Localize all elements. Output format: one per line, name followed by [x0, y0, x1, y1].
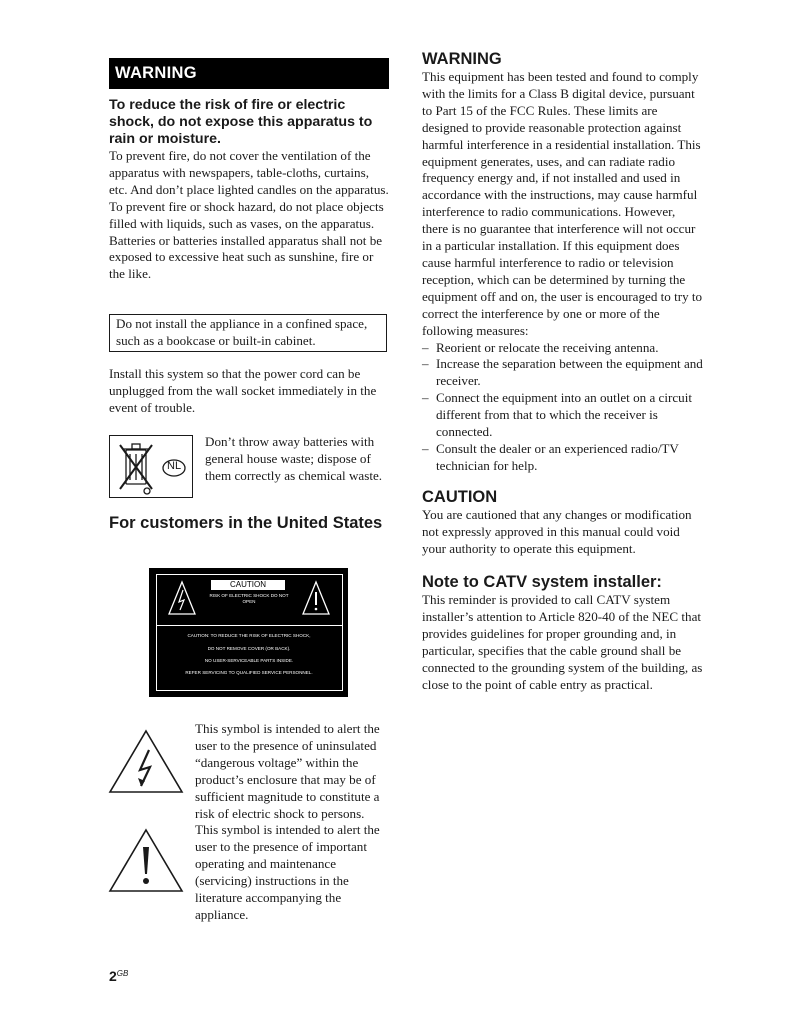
- fcc-warning-heading: WARNING: [422, 50, 502, 68]
- caution-label: [149, 568, 348, 697]
- crossed-bin-icon: [110, 436, 194, 499]
- caution-label-sub: RISK OF ELECTRIC SHOCK DO NOT OPEN: [209, 593, 289, 604]
- exclamation-symbol-text: This symbol is intended to alert the user to the presence of important operating and maintenance (servicing) instructions in the literature accompanying the appliance.: [195, 822, 380, 922]
- fire-para-1: To prevent fire, do not cover the ventilation of the apparatus with newspapers, table-cloths, curtains, etc. And don’t place lighted candles on the apparatus.: [109, 148, 389, 197]
- catv-section: [422, 573, 704, 693]
- confined-space-notice: [109, 314, 387, 352]
- fire-para-2: To prevent fire or shock hazard, do not place objects filled with liquids, such as vases, on the apparatus.: [109, 198, 384, 231]
- caution-text: You are cautioned that any changes or modification not expressly approved in this manual could void your authority to operate this equipment.: [422, 507, 692, 556]
- fcc-warning-text: This equipment has been tested and found to comply with the limits for a Class B digital device, pursuant to Part 15 of the FCC Rules. These limits are designed to provide reasonable protection against harmful interference in a residential installation. This equipment generates, uses, and can radiate radio frequency energy and, if not installed and used in accordance with the instructions, may cause harmful interference to radio communications. However, there is no guarantee that interference will not occur in a particular installation. If this equipment does cause harmful interference to radio or television reception, which can be determined by turning the equipment off and on, the user is encouraged to try to correct the interference by one or more of the following measures:: [422, 69, 703, 338]
- caution-heading: CAUTION: [422, 488, 498, 506]
- battery-disposal-note: [205, 434, 390, 485]
- us-customers-heading: For customers in the United States: [109, 514, 383, 532]
- page-number: [109, 968, 128, 984]
- list-item: – Consult the dealer or an experienced radio/TV technician for help.: [422, 441, 704, 475]
- voltage-symbol-text: This symbol is intended to alert the user to the presence of uninsulated “dangerous voltage” within the product’s enclosure that may be of sufficient magnitude to constitute a risk of electric shock to persons.: [195, 721, 380, 821]
- nl-badge: NL: [167, 460, 182, 472]
- fcc-warning-section: [422, 50, 704, 475]
- caution-label-line: DO NOT REMOVE COVER (OR BACK).: [207, 646, 291, 651]
- page-number-value: 2: [109, 968, 117, 984]
- lightning-triangle-icon: [107, 728, 185, 796]
- caution-label-line: REFER SERVICING TO QUALIFIED SERVICE PERSONNEL.: [185, 670, 313, 675]
- exclamation-warning-icon: [301, 578, 331, 618]
- exclamation-symbol-note: [195, 822, 390, 923]
- warning-banner: [109, 58, 389, 89]
- caution-label-line: CAUTION: TO REDUCE THE RISK OF ELECTRIC SHOCK,: [187, 633, 311, 638]
- fire-warning-heading: To reduce the risk of fire or electric shock, do not expose this apparatus to rain or moisture.: [109, 97, 373, 147]
- power-cord-note: [109, 366, 390, 417]
- caution-label-title: CAUTION: [211, 580, 285, 590]
- list-item: – Increase the separation between the equipment and receiver.: [422, 356, 704, 390]
- list-item: – Reorient or relocate the receiving antenna.: [422, 340, 704, 357]
- voltage-symbol-note: [195, 721, 390, 822]
- page-number-suffix: GB: [116, 969, 129, 978]
- interference-measures-list: [422, 340, 704, 475]
- caution-label-line: NO USER-SERVICEABLE PARTS INSIDE.: [204, 658, 294, 663]
- power-cord-text: Install this system so that the power cord can be unplugged from the wall socket immediately in the event of trouble.: [109, 366, 377, 415]
- exclamation-triangle-icon: [107, 827, 185, 895]
- confined-space-text: Do not install the appliance in a confined space, such as a bookcase or built-in cabinet.: [116, 316, 368, 348]
- list-item: – Connect the equipment into an outlet on a circuit different from that to which the receiver is connected.: [422, 390, 704, 441]
- lightning-warning-icon: [167, 578, 197, 618]
- warning-banner-label: WARNING: [115, 64, 197, 82]
- fire-warning-section: [109, 97, 390, 283]
- battery-disposal-icon: [109, 435, 193, 498]
- fire-para-3: Batteries or batteries installed apparatus shall not be exposed to excessive heat such as sunshine, fire or the like.: [109, 232, 383, 282]
- battery-disposal-text: Don’t throw away batteries with general house waste; dispose of them correctly as chemical waste.: [205, 434, 383, 483]
- caution-section: [422, 488, 704, 558]
- catv-text: This reminder is provided to call CATV system installer’s attention to Article 820-40 of the NEC that provides guidelines for proper grounding and, in particular, specifies that the cable ground shall be connected to the grounding system of the building, as close to the point of cable entry as practical.: [422, 592, 703, 692]
- catv-heading: Note to CATV system installer:: [422, 573, 662, 591]
